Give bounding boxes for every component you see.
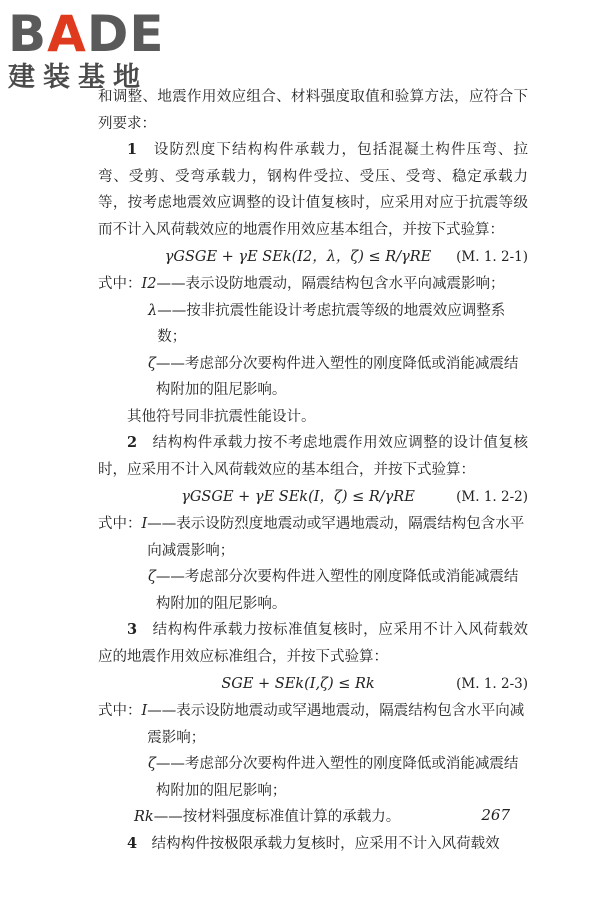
note-other-symbols: 其他符号同非抗震性能设计。 [127, 408, 316, 425]
logo-subtitle: 建装基地 [8, 62, 148, 93]
paragraph-intro: 和调整、地震作用效应组合、材料强度取值和验算方法，应符合下列要求： [98, 89, 528, 132]
definition-zeta-3: ζ ——考虑部分次要构件进入塑性的刚度降低或消能减震结构附加的阻尼影响； [148, 756, 519, 799]
equation-2 [98, 483, 528, 511]
page-number: 267 [481, 806, 510, 824]
equation-3-formula: SGE + SEk(I,ζ) ≤ Rk [221, 675, 375, 692]
equation-3-number: (M. 1. 2-3) [456, 675, 528, 692]
equation-1-number: (M. 1. 2-1) [456, 248, 528, 265]
equation-2-formula: γGSGE + γE SEk(I，ζ) ≤ R/γRE [181, 488, 415, 505]
definition-zeta: ζ ——考虑部分次要构件进入塑性的刚度降低或消能减震结构附加的阻尼影响。 [148, 355, 519, 398]
equation-1 [98, 243, 528, 271]
clause-3: 3 结构构件承载力按标准值复核时，应采用不计入风荷载效应的地震作用效应标准组合，并按下式验算： [98, 621, 529, 665]
equation-2-number: (M. 1. 2-2) [456, 488, 528, 505]
equation-3 [98, 670, 528, 698]
document-body [98, 84, 528, 857]
equation-1-formula: γGSGE + γE SEk(I2，λ，ζ) ≤ R/γRE [164, 248, 432, 265]
definition-I: 式中： I ——表示设防烈度地震动或罕遇地震动，隔震结构包含水平向减震影响； [98, 516, 525, 559]
logo [8, 5, 178, 94]
definition-I2: 式中： I2 ——表示设防地震动，隔震结构包含水平向减震影响； [98, 276, 505, 292]
definition-Rk: Rk ——按材料强度标准值计算的承载力。 [134, 809, 401, 825]
clause-2: 2 结构构件承载力按不考虑地震作用效应调整的设计值复核时，应采用不计入风荷载效应的基本组合，并按下式验算： [98, 434, 529, 478]
definition-I-3: 式中： I ——表示设防地震动或罕遇地震动，隔震结构包含水平向减震影响； [98, 703, 525, 746]
definition-zeta-2: ζ ——考虑部分次要构件进入塑性的刚度降低或消能减震结构附加的阻尼影响。 [148, 569, 519, 612]
clause-1: 1 设防烈度下结构构件承载力，包括混凝土构件压弯、拉弯、受剪、受弯承载力，钢构件受拉、受压、受弯、稳定承载力等，按考虑地震效应调整的设计值复核时，应采用对应于抗震等级而不计入风荷载效应的地震作用效应基本组合，并按下式验算： [98, 141, 529, 238]
definition-lambda: λ ——按非抗震性能设计考虑抗震等级的地震效应调整系数； [148, 302, 506, 345]
logo-wordmark: BADE [8, 5, 165, 63]
clause-4: 4 结构构件按极限承载力复核时，应采用不计入风荷载效 [127, 834, 500, 852]
